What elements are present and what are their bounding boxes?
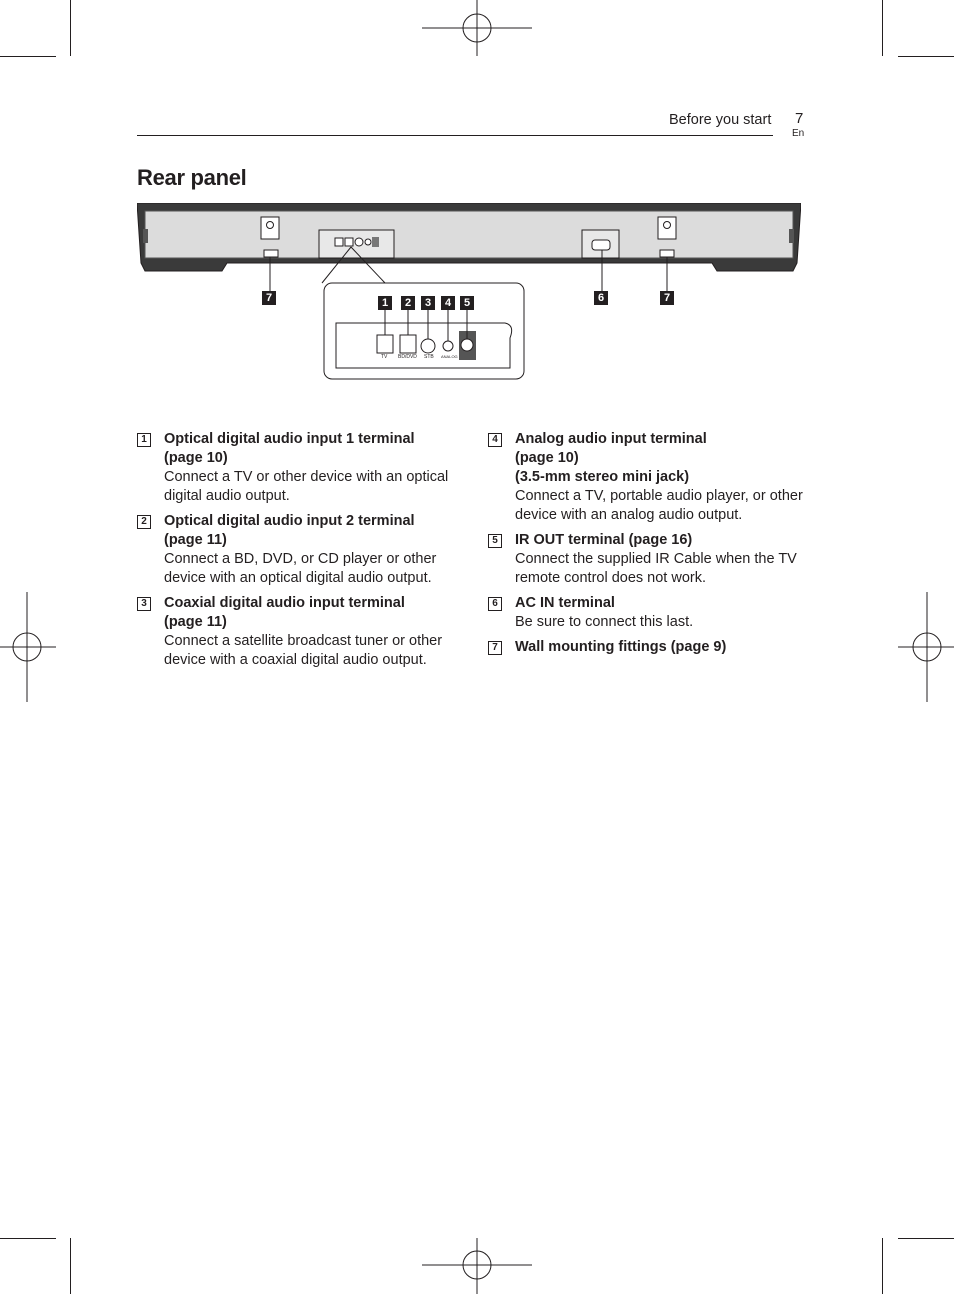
callout-3: 3 <box>421 296 435 310</box>
page-number: 7 <box>795 110 804 127</box>
item-description: Connect a satellite broadcast tuner or other device with a coaxial digital audio output. <box>164 633 443 668</box>
callout-4: 4 <box>441 296 455 310</box>
port-label-bddvd: BD/DVD <box>398 354 417 360</box>
callout-5: 5 <box>460 296 474 310</box>
item-number: 2 <box>137 515 151 529</box>
language-code: En <box>792 128 805 139</box>
list-item <box>488 430 818 525</box>
item-description: Connect the supplied IR Cable when the TV remote control does not work. <box>515 551 797 586</box>
callout-2: 2 <box>401 296 415 310</box>
item-heading: AC IN terminal <box>515 595 615 611</box>
list-item <box>488 594 818 632</box>
list-item <box>488 531 818 588</box>
items-left-column <box>137 430 462 676</box>
item-number: 6 <box>488 597 502 611</box>
item-description: Connect a BD, DVD, or CD player or other device with an optical digital audio output. <box>164 551 437 586</box>
item-number: 1 <box>137 433 151 447</box>
item-heading: Wall mounting fittings (page 9) <box>515 639 727 655</box>
item-description: Be sure to connect this last. <box>515 614 694 630</box>
item-number: 4 <box>488 433 502 447</box>
list-item <box>488 638 818 657</box>
item-heading: Optical digital audio input 2 terminal (page 11) <box>164 513 415 548</box>
section-title: Before you start <box>669 112 772 128</box>
item-number: 7 <box>488 641 502 655</box>
item-heading: Coaxial digital audio input terminal (page 11) <box>164 595 405 630</box>
callout-6: 6 <box>594 291 608 305</box>
callout-1: 1 <box>378 296 392 310</box>
item-heading: Optical digital audio input 1 terminal (page 10) <box>164 431 415 466</box>
list-item <box>137 512 462 588</box>
list-item <box>137 594 462 670</box>
rear-panel-diagram <box>137 203 801 383</box>
header-rule <box>137 135 773 136</box>
callout-7-left: 7 <box>262 291 276 305</box>
item-description: Connect a TV or other device with an optical digital audio output. <box>164 469 449 504</box>
list-item <box>137 430 462 506</box>
item-number: 3 <box>137 597 151 611</box>
port-label-stb: STB <box>424 354 434 360</box>
page-title: Rear panel <box>137 165 247 190</box>
port-label-analog: ANALOG <box>441 354 458 359</box>
item-number: 5 <box>488 534 502 548</box>
items-right-column <box>488 430 818 663</box>
item-description: Connect a TV, portable audio player, or other device with an analog audio output. <box>515 488 803 523</box>
port-label-tv: TV <box>381 354 388 360</box>
item-heading: Analog audio input terminal (page 10) (3.5-mm stereo mini jack) <box>515 431 707 485</box>
callout-7-right: 7 <box>660 291 674 305</box>
item-heading: IR OUT terminal (page 16) <box>515 532 693 548</box>
